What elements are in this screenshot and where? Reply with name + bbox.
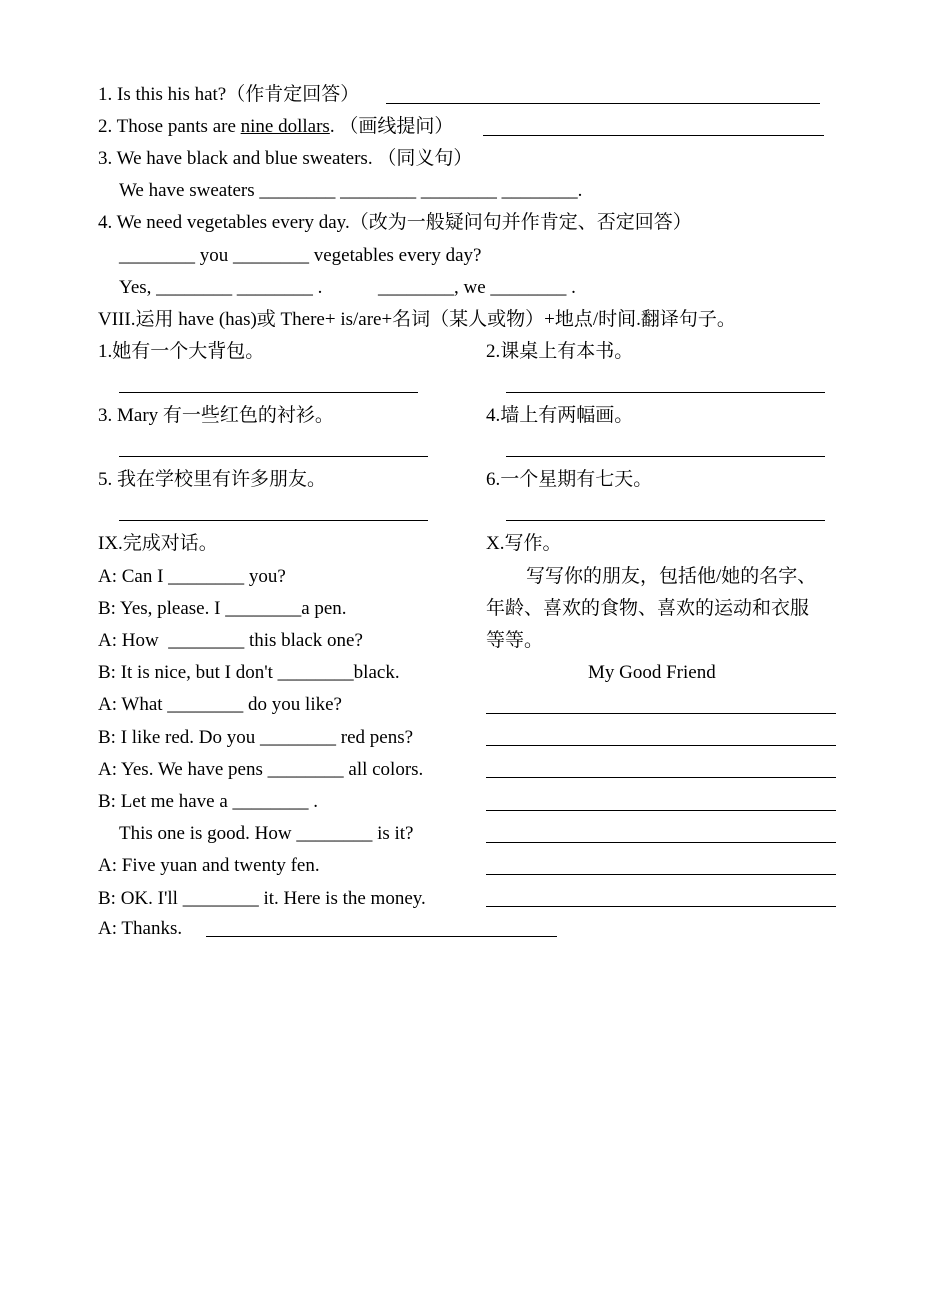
writing-line[interactable] [486, 842, 836, 843]
answer-line-item-1[interactable] [119, 392, 418, 393]
question-1: 1. Is this his hat?（作肯定回答） [98, 84, 360, 105]
answer-line-q2[interactable] [483, 135, 824, 136]
translation-item-6: 6.一个星期有七天。 [486, 469, 653, 490]
answer-line-q1[interactable] [386, 103, 820, 104]
question-4-line2: ________ you ________ vegetables every day? [119, 245, 482, 266]
writing-line[interactable] [486, 810, 836, 811]
writing-instructions-line: 年龄、喜欢的食物、喜欢的运动和衣服 [486, 598, 810, 619]
answer-line-thanks[interactable] [206, 936, 557, 937]
q2-underlined-phrase: nine dollars [240, 116, 330, 137]
writing-instructions-line: 写写你的朋友，包括他/她的名字、 [526, 566, 817, 587]
question-4: 4. We need vegetables every day.（改为一般疑问句并作肯定、否定回答） [98, 212, 692, 233]
question-3: 3. We have black and blue sweaters. （同义句） [98, 148, 473, 169]
answer-line-item-4[interactable] [506, 456, 825, 457]
writing-line[interactable] [486, 777, 836, 778]
dialogue-line: B: OK. I'll ________ it. Here is the money. [98, 888, 426, 909]
translation-item-3: 3. Mary 有一些红色的衬衫。 [98, 405, 334, 426]
section-8-title: VIII.运用 have (has)或 There+ is/are+名词（某人或物）+地点/时间.翻译句子。 [98, 309, 736, 330]
translation-item-2: 2.课桌上有本书。 [486, 341, 634, 362]
question-2 [98, 116, 453, 138]
translation-item-4: 4.墙上有两幅画。 [486, 405, 634, 426]
writing-line[interactable] [486, 906, 836, 907]
writing-line[interactable] [486, 874, 836, 875]
dialogue-line: A: Can I ________ you? [98, 566, 286, 587]
writing-line[interactable] [486, 745, 836, 746]
dialogue-line: B: Let me have a ________ . [98, 791, 319, 812]
answer-line-item-5[interactable] [119, 520, 428, 521]
essay-title: My Good Friend [588, 662, 716, 683]
dialogue-line: A: What ________ do you like? [98, 694, 342, 715]
writing-line[interactable] [486, 713, 836, 714]
answer-line-item-2[interactable] [506, 392, 825, 393]
answer-line-item-3[interactable] [119, 456, 428, 457]
dialogue-line: A: How ________ this black one? [98, 630, 363, 651]
q2-text-before: 2. Those pants are [98, 116, 241, 137]
answer-line-item-6[interactable] [506, 520, 825, 521]
dialogue-line: This one is good. How ________ is it? [119, 823, 414, 844]
dialogue-line: B: It is nice, but I don't ________black. [98, 662, 400, 683]
dialogue-line: B: Yes, please. I ________a pen. [98, 598, 347, 619]
question-3-line2: We have sweaters ________ ________ ________ ________. [119, 180, 583, 201]
dialogue-line: A: Thanks. [98, 918, 183, 939]
dialogue-line: A: Five yuan and twenty fen. [98, 855, 320, 876]
section-9-title: IX.完成对话。 [98, 533, 218, 554]
q2-text-after: . （画线提问） [329, 116, 454, 137]
writing-instructions-line: 等等。 [486, 630, 544, 651]
translation-item-1: 1.她有一个大背包。 [98, 341, 265, 362]
question-4-no-answer: ________, we ________ . [378, 277, 576, 298]
question-4-yes-answer: Yes, ________ ________ . [119, 277, 323, 298]
section-10-title: X.写作。 [486, 533, 562, 554]
dialogue-line: B: I like red. Do you ________ red pens? [98, 727, 414, 748]
translation-item-5: 5. 我在学校里有许多朋友。 [98, 469, 327, 490]
dialogue-line: A: Yes. We have pens ________ all colors. [98, 759, 424, 780]
